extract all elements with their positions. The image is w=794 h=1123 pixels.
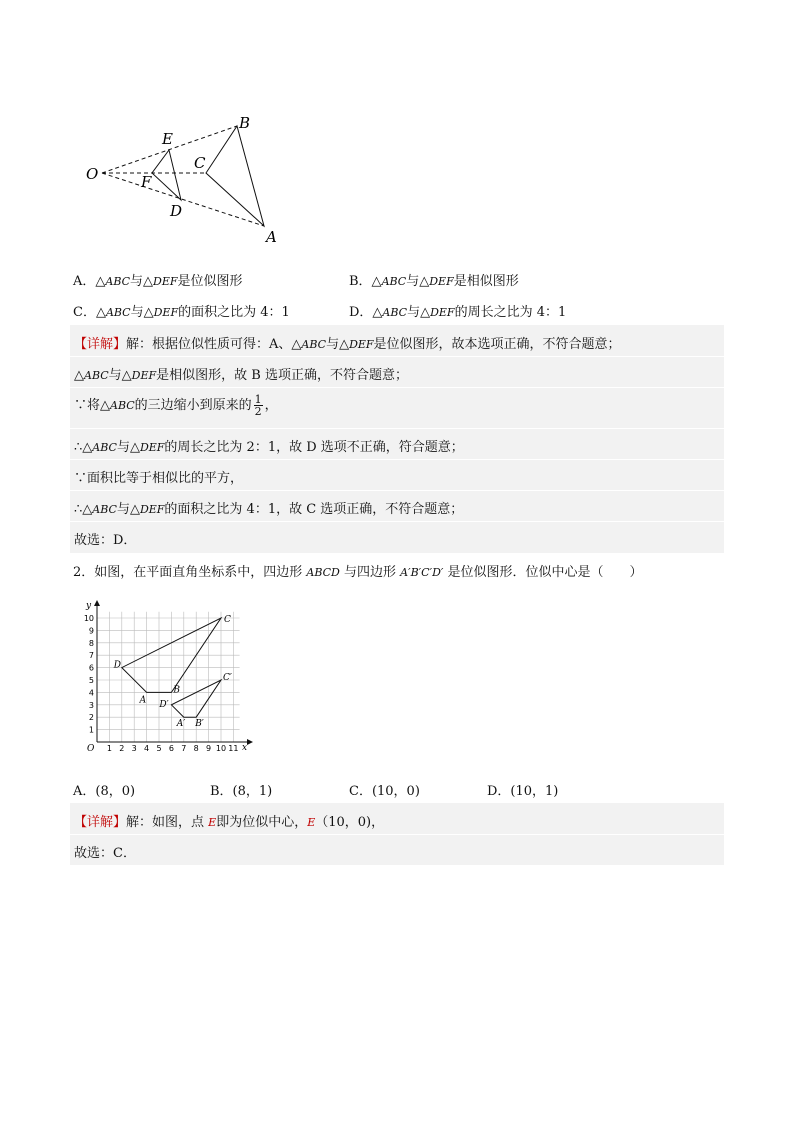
x-tick-label: 7 — [181, 744, 187, 753]
y-tick-label: 2 — [88, 713, 94, 723]
x-tick-label: 8 — [193, 744, 199, 753]
ray-o-a — [102, 173, 264, 226]
q1-solution — [70, 325, 724, 553]
x-tick-label: 10 — [215, 744, 227, 753]
x-axis-label: x — [242, 743, 248, 753]
q1-option-d[interactable]: D．△ABC与△DEF的周长之比为 4：1 — [349, 305, 567, 320]
x-tick-label: 9 — [206, 744, 212, 753]
x-tick-label: 5 — [156, 744, 162, 753]
label-c: C — [194, 154, 206, 172]
x-tick-label: 4 — [144, 744, 150, 753]
x-tick-label: 2 — [119, 744, 125, 753]
label-f: F — [141, 173, 152, 191]
y-tick-label: 1 — [88, 725, 94, 735]
label-a: A — [266, 228, 277, 246]
x-tick-label: 1 — [106, 744, 112, 753]
point-label-a: A — [139, 695, 147, 706]
q1-solution-line-7: 故选：D． — [74, 533, 137, 548]
y-tick-label: 4 — [88, 688, 94, 698]
y-tick-label: 5 — [88, 676, 94, 685]
q1-solution-line-4: ∴△ABC与△DEF的周长之比为 2：1，故 D 选项不正确，符合题意； — [74, 440, 464, 455]
y-tick-label: 8 — [88, 638, 94, 648]
y-axis-label: y — [86, 601, 92, 611]
q2-option-b[interactable]: B．(8，1) — [210, 784, 273, 799]
x-tick-label: 3 — [131, 744, 137, 753]
point-label-b: B — [173, 685, 181, 696]
y-tick-label: 3 — [88, 700, 94, 710]
q2-solution — [70, 803, 724, 865]
q2-solution-line-2: 故选：C． — [74, 846, 136, 861]
label-o: O — [86, 165, 99, 183]
y-tick-label: 7 — [88, 651, 94, 661]
x-tick-labels — [107, 744, 239, 753]
point-label-b-prime: B′ — [195, 719, 204, 730]
y-tick-label: 6 — [88, 663, 94, 673]
q1-option-b[interactable]: B．△ABC与△DEF是相似图形 — [349, 274, 519, 289]
q1-solution-line-3: ∵将△ABC的三边缩小到原来的 $\frac{1}{2}$ ， — [74, 393, 278, 418]
x-axis-arrow — [247, 739, 253, 745]
y-axis-arrow — [94, 600, 100, 606]
q2-option-c[interactable]: C．(10，0) — [349, 784, 420, 799]
fraction-one-half: $\frac{1}{2}$ — [254, 393, 262, 418]
label-b: B — [239, 114, 251, 132]
q1-solution-line-1: 【详解】解：根据位似性质可得：A、△ABC与△DEF是位似图形，故本选项正确，不符合题意； — [74, 337, 621, 352]
x-tick-label: 6 — [168, 744, 174, 753]
q2-option-d[interactable]: D．(10，1) — [487, 784, 559, 799]
x-tick-label: 11 — [228, 744, 239, 753]
point-label-c: C — [224, 615, 231, 625]
q1-solution-line-2: △ABC与△DEF是相似图形，故 B 选项正确，不符合题意； — [74, 368, 408, 383]
q2-stem: 2．如图，在平面直角坐标系中，四边形 ABCD 与四边形 A′B′C′D′ 是位似图形．位似中心是（ ） — [73, 565, 643, 580]
label-e: E — [162, 130, 173, 148]
point-label-d: D — [113, 660, 122, 671]
grid-lines — [97, 612, 240, 742]
q1-option-a[interactable]: A．△ABC与△DEF是位似图形 — [73, 274, 243, 289]
y-tick-label: 9 — [88, 626, 94, 636]
triangle-def — [152, 150, 181, 200]
triangle-abc — [206, 126, 264, 226]
point-label-a-prime: A′ — [176, 719, 186, 730]
point-label-d-prime: D′ — [159, 699, 169, 710]
q1-option-c[interactable]: C．△ABC与△DEF的面积之比为 4：1 — [73, 305, 290, 320]
point-label-c-prime: C′ — [223, 673, 232, 683]
y-tick-labels — [84, 614, 94, 735]
figure-homothety-triangles — [80, 110, 300, 250]
origin-label: O — [87, 744, 95, 754]
q2-option-a[interactable]: A．(8，0) — [73, 784, 136, 799]
figure-coordinate-grid — [75, 598, 255, 758]
label-d: D — [170, 202, 183, 220]
y-tick-label: 10 — [83, 614, 94, 623]
q1-solution-line-6: ∴△ABC与△DEF的面积之比为 4：1，故 C 选项正确，不符合题意； — [74, 502, 464, 517]
q2-solution-line-1: 【详解】解：如图，点 E即为位似中心，E（10，0)， — [74, 815, 385, 830]
q1-solution-line-5: ∵面积比等于相似比的平方， — [74, 471, 244, 486]
